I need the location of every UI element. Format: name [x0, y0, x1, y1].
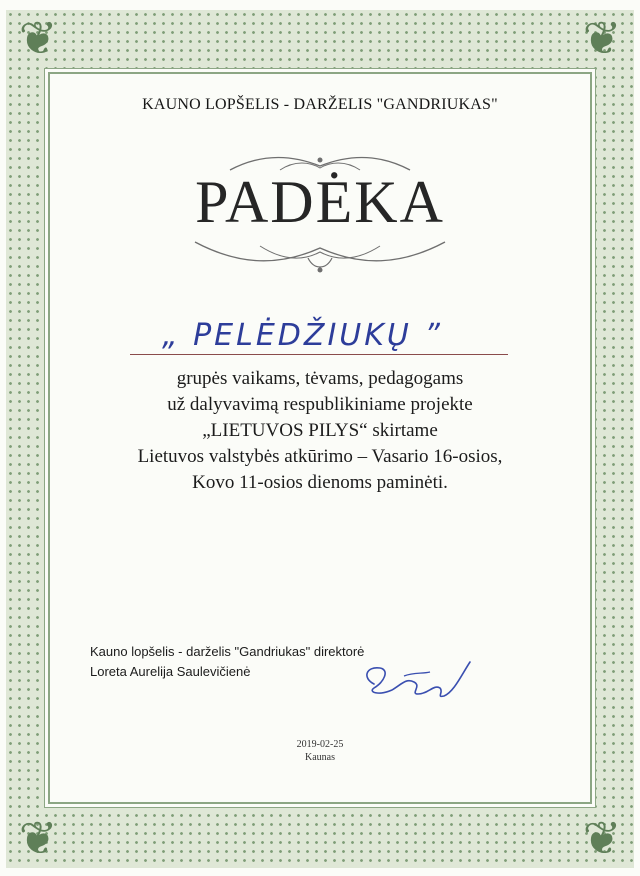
- title-flourish-bottom-icon: [190, 236, 450, 276]
- director-title: Kauno lopšelis - darželis "Gandriukas" direktorė: [90, 644, 365, 659]
- corner-ornament-icon: ❦: [18, 11, 58, 65]
- director-name: Loreta Aurelija Saulevičienė: [90, 664, 251, 679]
- issue-date-block: [0, 738, 640, 764]
- body-line: „LIETUVOS PILYS“ skirtame: [202, 420, 438, 441]
- director-block: [90, 642, 364, 682]
- corner-ornament-icon: ❦: [18, 811, 58, 865]
- issue-place: Kaunas: [305, 752, 335, 763]
- body-line: Lietuvos valstybės atkūrimo – Vasario 16-osios,: [137, 446, 503, 467]
- group-name-handwritten: „ PELĖDŽIUKŲ ”: [162, 318, 443, 353]
- school-name: KAUNO LOPŠELIS - DARŽELIS "GANDRIUKAS": [142, 96, 498, 113]
- signature-icon: [344, 654, 474, 704]
- certificate-body: [60, 366, 580, 496]
- issue-date: 2019-02-25: [296, 739, 344, 750]
- group-name-underline: [130, 354, 508, 355]
- body-line: grupės vaikams, tėvams, pedagogams: [176, 368, 464, 389]
- corner-ornament-icon: ❦: [582, 811, 622, 865]
- corner-ornament-icon: ❦: [582, 11, 622, 65]
- body-line: Kovo 11-osios dienoms paminėti.: [192, 472, 448, 493]
- certificate-title: PADĖKA: [195, 169, 445, 235]
- body-line: už dalyvavimą respublikiniame projekte: [167, 394, 473, 415]
